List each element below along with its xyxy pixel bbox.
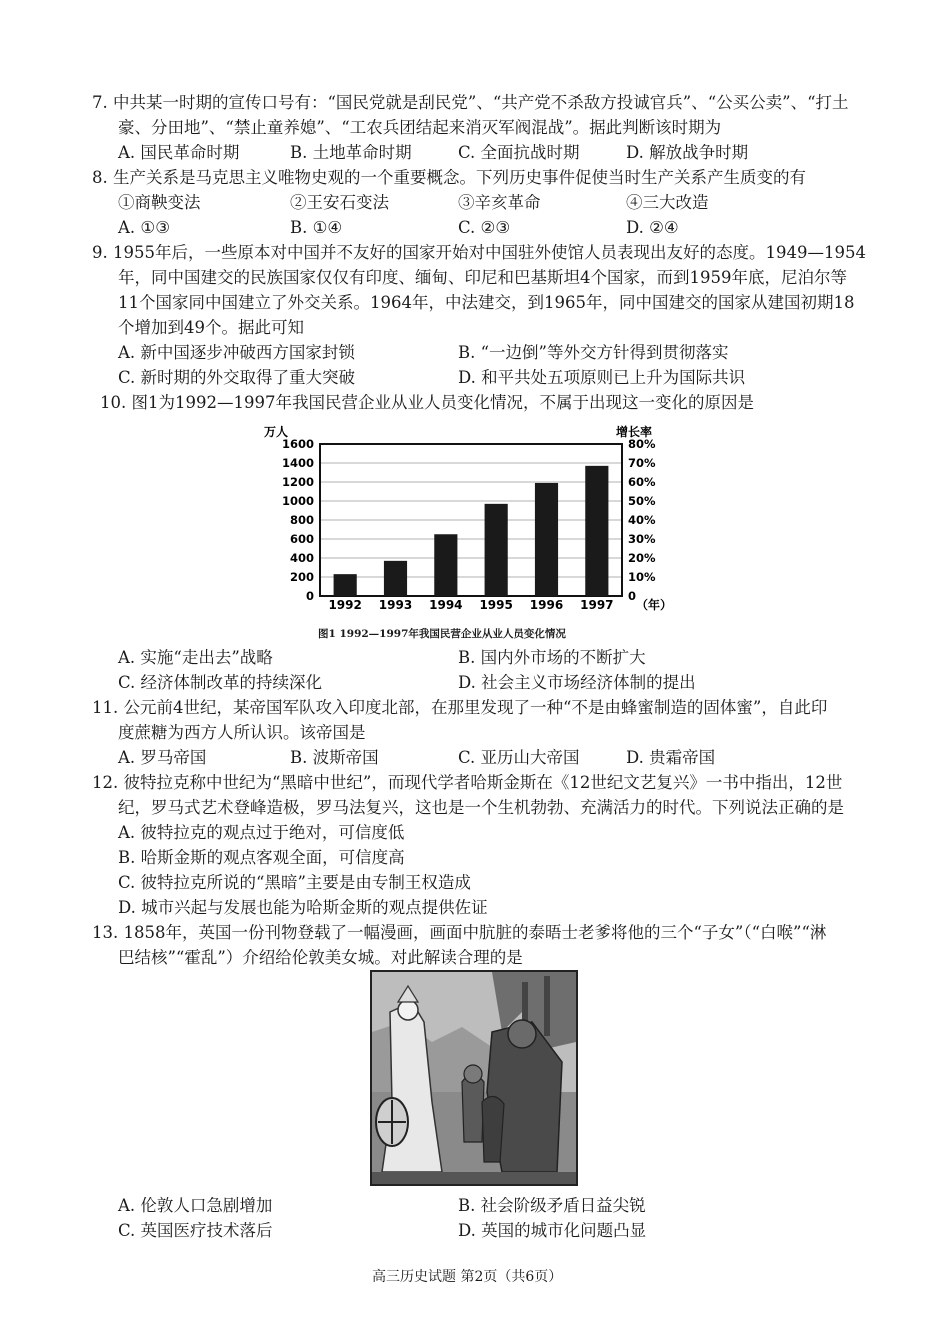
- q9-stem-line1: 9. 1955年后，一些原本对中国并不友好的国家开始对中国驻外使馆人员表现出友好的态度。1949—1954: [92, 243, 866, 262]
- q9-option-a: A. 新中国逐步冲破西方国家封锁: [118, 343, 355, 362]
- y2-tick-label: 10%: [628, 570, 656, 584]
- y-tick-label: 0: [305, 589, 314, 603]
- q10-option-d: D. 社会主义市场经济体制的提出: [458, 673, 696, 692]
- q12-option-c: C. 彼特拉克所说的“黑暗”主要是由专制王权造成: [118, 873, 471, 892]
- q13-option-b: B. 社会阶级矛盾日益尖锐: [458, 1196, 646, 1215]
- q13-stem-line2: 巴结核”“霍乱”）介绍给伦敦美女城。对此解读合理的是: [118, 948, 523, 967]
- bar-1992: [334, 574, 357, 596]
- y2-tick-label: 40%: [628, 513, 656, 527]
- y-axis-label: 万人: [264, 425, 289, 439]
- y-tick-label: 800: [289, 513, 314, 527]
- x-tick-label: 1996: [529, 598, 564, 612]
- thames-cartoon-image: [370, 970, 578, 1186]
- q9-option-c: C. 新时期的外交取得了重大突破: [118, 368, 356, 387]
- q11-stem-line2: 度蔗糖为西方人所认识。该帝国是: [118, 723, 366, 742]
- y-tick-label: 1400: [281, 456, 314, 470]
- q8-option-b: B. ①④: [290, 218, 343, 237]
- q8-item-2: ②王安石变法: [290, 193, 389, 212]
- bar-1994: [434, 534, 457, 596]
- y-tick-label: 200: [289, 570, 314, 584]
- q11-option-d: D. 贵霜帝国: [626, 748, 716, 767]
- q11-option-a: A. 罗马帝国: [118, 748, 207, 767]
- q9-option-b: B. “一边倒”等外交方针得到贯彻落实: [458, 343, 729, 362]
- q7-option-d: D. 解放战争时期: [626, 143, 749, 162]
- q12-option-b: B. 哈斯金斯的观点客观全面，可信度高: [118, 848, 405, 867]
- q11-stem-line1: 11. 公元前4世纪，某帝国军队攻入印度北部，在那里发现了一种“不是由蜂蜜制造的固体蜜”，自此印: [92, 698, 828, 717]
- q8-item-4: ④三大改造: [626, 193, 709, 212]
- q9-option-d: D. 和平共处五项原则已上升为国际共识: [458, 368, 746, 387]
- x-tick-label: 1994: [429, 598, 463, 612]
- q9-stem-line4: 个增加到49个。据此可知: [118, 318, 304, 337]
- y2-tick-label: 30%: [628, 532, 656, 546]
- q7-option-c: C. 全面抗战时期: [458, 143, 580, 162]
- bar-1993: [384, 561, 407, 596]
- bar-1995: [485, 504, 508, 596]
- chart-caption: 图1 1992—1997年我国民营企业从业人员变化情况: [318, 628, 566, 640]
- q7-stem-line1: 7. 中共某一时期的宣传口号有：“国民党就是刮民党”、“共产党不杀敌方投诚官兵”、“公买公卖”、“打土: [92, 93, 849, 112]
- q12-stem-line1: 12. 彼特拉克称中世纪为“黑暗中世纪”，而现代学者哈斯金斯在《12世纪文艺复兴》一书中指出，12世: [92, 773, 843, 792]
- y2-tick-label: 60%: [628, 475, 656, 489]
- cartoon-illustration: [372, 972, 576, 1184]
- q7-option-b: B. 土地革命时期: [290, 143, 412, 162]
- q12-option-a: A. 彼特拉克的观点过于绝对，可信度低: [118, 823, 405, 842]
- q13-option-d: D. 英国的城市化问题凸显: [458, 1221, 647, 1240]
- q9-stem-line2: 年，同中国建交的民族国家仅仅有印度、缅甸、印尼和巴基斯坦4个国家，而到1959年底，尼泊尔等: [118, 268, 847, 287]
- q10-option-c: C. 经济体制改革的持续深化: [118, 673, 323, 692]
- q8-option-c: C. ②③: [458, 218, 511, 237]
- q13-option-a: A. 伦敦人口急剧增加: [118, 1196, 273, 1215]
- bar-1997: [585, 466, 608, 596]
- q13-option-c: C. 英国医疗技术落后: [118, 1221, 273, 1240]
- q11-option-b: B. 波斯帝国: [290, 748, 379, 767]
- employment-bar-chart: [262, 418, 692, 638]
- q8-stem: 8. 生产关系是马克思主义唯物史观的一个重要概念。下列历史事件促使当时生产关系产生质变的有: [92, 168, 806, 187]
- y-tick-label: 600: [289, 532, 314, 546]
- q10-option-b: B. 国内外市场的不断扩大: [458, 648, 646, 667]
- y-tick-label: 1000: [281, 494, 314, 508]
- chart-svg: [262, 418, 692, 638]
- q8-item-1: ①商鞅变法: [118, 193, 201, 212]
- x-tick-label: 1995: [479, 598, 513, 612]
- y2-tick-label: 80%: [628, 437, 656, 451]
- q9-stem-line3: 11个国家同中国建立了外交关系。1964年，中法建交，到1965年，同中国建交的国家从建国初期18: [118, 293, 855, 312]
- q12-stem-line2: 纪，罗马式艺术登峰造极，罗马法复兴，这也是一个生机勃勃、充满活力的时代。下列说法正确的是: [118, 798, 844, 817]
- y-tick-label: 400: [289, 551, 314, 565]
- q7-stem-line2: 豪、分田地”、“禁止童养媳”、“工农兵团结起来消灭军阀混战”。据此判断该时期为: [118, 118, 722, 137]
- q8-item-3: ③辛亥革命: [458, 193, 541, 212]
- y2-tick-label: 20%: [628, 551, 656, 565]
- y2-tick-label: 0: [628, 589, 637, 603]
- q11-option-c: C. 亚历山大帝国: [458, 748, 580, 767]
- y2-tick-label: 50%: [628, 494, 656, 508]
- x-tick-label: 1997: [580, 598, 614, 612]
- y2-tick-label: 70%: [628, 456, 656, 470]
- q12-option-d: D. 城市兴起与发展也能为哈斯金斯的观点提供佐证: [118, 898, 488, 917]
- page-footer: 高三历史试题 第2页（共6页）: [372, 1269, 563, 1285]
- x-axis-unit: （年）: [636, 598, 673, 612]
- q13-stem-line1: 13. 1858年，英国一份刊物登载了一幅漫画，画面中肮脏的泰晤士老爹将他的三个“子女”（“白喉”“淋: [92, 923, 827, 942]
- q10-option-a: A. 实施“走出去”战略: [118, 648, 273, 667]
- q10-stem: 10. 图1为1992—1997年我国民营企业从业人员变化情况，不属于出现这一变化的原因是: [100, 393, 754, 412]
- y2-axis-label: 增长率: [616, 425, 653, 439]
- bar-1996: [535, 483, 558, 596]
- q8-option-d: D. ②④: [626, 218, 679, 237]
- x-tick-label: 1992: [328, 598, 362, 612]
- q8-option-a: A. ①③: [118, 218, 170, 237]
- y-tick-label: 1600: [281, 437, 314, 451]
- q7-option-a: A. 国民革命时期: [118, 143, 240, 162]
- y-tick-label: 1200: [281, 475, 314, 489]
- x-tick-label: 1993: [378, 598, 413, 612]
